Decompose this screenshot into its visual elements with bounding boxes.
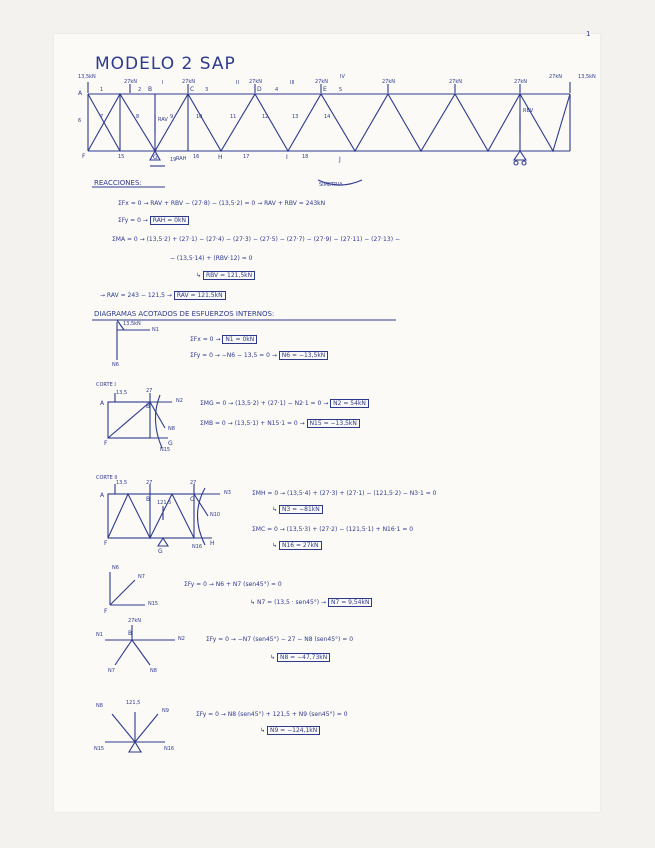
cut1-node: A — [100, 400, 105, 407]
nodeF-eq2: ↳ N7 = (13,5 · sen45°) → N7 = 9,54kN — [250, 599, 372, 606]
load-label: 27kN — [449, 79, 462, 85]
member-label: 3 — [205, 87, 209, 93]
cut1-eq1: ΣMG = 0 → (13,5·2) + (27·1) − N2·1 = 0 → N2 = 54kN — [200, 400, 369, 407]
cut1-node: G — [168, 440, 173, 447]
node-label: G — [153, 154, 158, 161]
cut1-load: 27 — [146, 388, 153, 394]
nodeG-eq1: ΣFy = 0 → N8 (sen45°) + 121,5 + N9 (sen45°) = 0 — [196, 711, 348, 718]
section-label: IV — [340, 74, 345, 80]
nodeG-eq1-result: ↳ N9 = −124,1kN — [260, 727, 320, 734]
member-label: 9 — [170, 114, 174, 120]
result-box: N16 = 27kN — [279, 541, 322, 550]
result-box: RBV = 121,5kN — [203, 271, 255, 280]
cut2-eq2: ΣMC = 0 → (13,5·3) + (27·2) − (121,5·1) + N16·1 = 0 — [252, 526, 414, 533]
member-label: 17 — [243, 154, 250, 160]
nodeF-member: N15 — [148, 601, 159, 607]
cut2-node: G — [158, 548, 163, 555]
nodeB-node: B — [128, 630, 133, 637]
result-box: N3 = −81kN — [279, 505, 323, 514]
load-label: 27kN — [549, 74, 562, 80]
nodeG-diagram — [105, 712, 165, 752]
member-label: 13 — [292, 114, 299, 120]
cut1-diagram — [108, 393, 172, 448]
node-label: B — [148, 86, 153, 93]
load-label: 27kN — [514, 79, 527, 85]
cut2-node: C — [190, 496, 195, 503]
nodeG-member: N16 — [164, 746, 175, 752]
nodeB-member: N1 — [96, 632, 103, 638]
member-label: 8 — [136, 114, 140, 120]
cut1-label: CORTE I — [96, 382, 116, 388]
diagrams-heading: DIAGRAMAS ACOTADOS DE ESFUERZOS INTERNOS: — [94, 310, 275, 318]
cut1-load: 13,5 — [116, 390, 128, 396]
nodeG-member: N15 — [94, 746, 105, 752]
reactions-eq5: ↳ RBV = 121,5kN — [196, 272, 255, 279]
member-label: 2 — [138, 87, 142, 93]
nodeA-load: 13,5kN — [123, 321, 141, 327]
node-label: F — [82, 153, 86, 160]
load-label: 27kN — [249, 79, 262, 85]
member-label: 1 — [100, 87, 104, 93]
nodeB-eq1-result: ↳ N8 = −47,73kN — [270, 654, 330, 661]
cut2-load: 27 — [146, 480, 153, 486]
load-label: 27kN — [315, 79, 328, 85]
result-box: N2 = 54kN — [330, 399, 369, 408]
cut1-member: N2 — [176, 398, 183, 404]
load-label: 27kN — [124, 79, 137, 85]
member-label: 14 — [324, 114, 331, 120]
section-label: I — [162, 80, 164, 86]
result-box: RAH = 0kN — [150, 216, 189, 225]
reactions-eq3: ΣMA = 0 → (13,5·2) + (27·1) − (27·4) − (27·3) − (27·5) − (27·7) − (27·9) − (27·11) − (27·13) − — [112, 236, 400, 243]
member-label: 5 — [339, 87, 343, 93]
nodeF-eq1: ΣFy = 0 → N6 + N7 (sen45°) = 0 — [184, 581, 282, 588]
nodeF-member: N7 — [138, 574, 145, 580]
result-box: N6 = −13,5kN — [279, 351, 329, 360]
result-box: N7 = 9,54kN — [328, 598, 372, 607]
result-box: N8 = −47,73kN — [277, 653, 330, 662]
cut1-eq2: ΣMB = 0 → (13,5·1) + N15·1 = 0 → N15 = −13,5kN — [200, 420, 360, 427]
nodeG-member: N9 — [162, 708, 169, 714]
load-label: 13,5kN — [578, 74, 596, 80]
cut2-member: N3 — [224, 490, 231, 496]
nodeF-node: F — [104, 608, 108, 615]
cut1-member: N15 — [160, 447, 171, 453]
cut2-eq2-result: ↳ N16 = 27kN — [272, 542, 322, 549]
member-label: 15 — [118, 154, 125, 160]
member-label: 7 — [100, 114, 104, 120]
cut1-node: B — [146, 403, 151, 410]
cut2-load: 13,5 — [116, 480, 128, 486]
node-label: C — [190, 86, 195, 93]
nodeB-member: N2 — [178, 636, 185, 642]
cut2-eq1: ΣMH = 0 → (13,5·4) + (27·3) + (27·1) − (121,5·2) − N3·1 = 0 — [252, 490, 437, 497]
cut2-eq1-result: ↳ N3 = −81kN — [272, 506, 323, 513]
page-title: MODELO 2 SAP — [95, 54, 236, 74]
nodeB-member: N8 — [150, 668, 157, 674]
cut1-member: N8 — [168, 426, 175, 432]
cut2-reaction: 121,5 — [157, 500, 172, 506]
nodeA-n1: N1 — [152, 327, 159, 333]
cut1-node: F — [104, 440, 108, 447]
cut2-diagram — [108, 484, 220, 546]
member-label: 19 — [170, 157, 177, 163]
load-label: 27kN — [382, 79, 395, 85]
reactions-heading: REACCIONES: — [94, 179, 142, 187]
cut2-node: F — [104, 540, 108, 547]
node-label: J — [339, 156, 341, 163]
nodeB-eq1: ΣFy = 0 → −N7 (sen45°) − 27 − N8 (sen45°) = 0 — [206, 636, 354, 643]
load-label: 27kN — [182, 79, 195, 85]
node-label: I — [286, 154, 288, 161]
nodeA-n6: N6 — [112, 362, 119, 368]
cut2-node: B — [146, 496, 151, 503]
node-label: H — [218, 154, 223, 161]
result-box: RAV = 121,5kN — [174, 291, 226, 300]
node-label: A — [78, 90, 83, 97]
member-label: 4 — [275, 87, 279, 93]
rah-label: RAH — [176, 156, 187, 162]
member-label: 10 — [196, 114, 203, 120]
truss-diagram — [88, 82, 570, 185]
result-box: N1 = 0kN — [222, 335, 257, 344]
node-label: D — [257, 86, 262, 93]
nodeA-eq2: ΣFy = 0 → −N6 − 13,5 = 0 → N6 = −13,5kN — [190, 352, 328, 359]
nodeF-member: N6 — [112, 565, 119, 571]
section-label: II — [236, 80, 239, 86]
nodeB-load: 27kN — [128, 618, 141, 624]
reactions-eq1: ΣFx = 0 → RAV + RBV − (27·8) − (13,5·2) = 0 → RAV + RBV = 243kN — [118, 200, 326, 207]
member-label: 6 — [78, 118, 82, 124]
cut2-load: 27 — [190, 480, 197, 486]
result-box: N15 = −13,5kN — [307, 419, 360, 428]
cut2-member: N10 — [210, 512, 221, 518]
nodeA-eq1: ΣFx = 0 → N1 = 0kN — [190, 336, 257, 343]
rbv-label: RBV — [523, 108, 534, 114]
nodeB-diagram — [105, 625, 175, 665]
load-label: 13,5kN — [78, 74, 96, 80]
simetria-label: SIMETRIA — [319, 182, 343, 188]
reactions-eq2: ΣFy = 0 → RAH = 0kN — [118, 217, 189, 224]
section-label: III — [290, 80, 295, 86]
cut2-member: N16 — [192, 544, 203, 550]
page-number: 1 — [586, 30, 591, 38]
rav-label: RAV — [158, 117, 168, 123]
cut2-label: CORTE II — [96, 475, 118, 481]
nodeG-member: N8 — [96, 703, 103, 709]
reactions-eq6: → RAV = 243 − 121,5 → RAV = 121,5kN — [100, 292, 226, 299]
member-label: 11 — [230, 114, 237, 120]
result-box: N9 = −124,1kN — [267, 726, 320, 735]
member-label: 18 — [302, 154, 309, 160]
cut2-node: A — [100, 492, 105, 499]
node-label: E — [323, 86, 327, 93]
nodeB-member: N7 — [108, 668, 115, 674]
nodeG-load: 121,5 — [126, 700, 141, 706]
cut2-node: H — [210, 540, 215, 547]
member-label: 12 — [262, 114, 269, 120]
member-label: 16 — [193, 154, 200, 160]
reactions-eq4: − (13,5·14) + (RBV·12) = 0 — [170, 255, 253, 262]
